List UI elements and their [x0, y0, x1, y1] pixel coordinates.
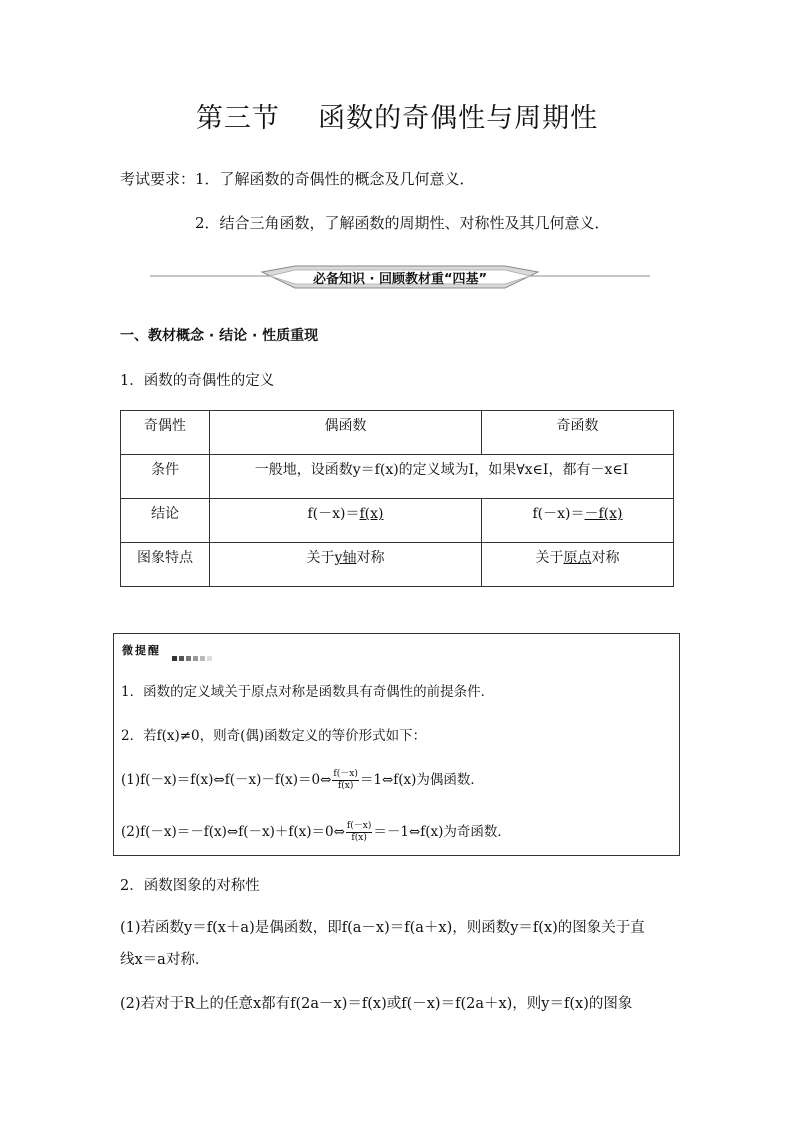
- odd-graph-blank: 原点: [563, 550, 592, 566]
- paragraph-2-line-1: (2)若对于R上的任意x都有f(2a－x)＝f(x)或f(－x)＝f(2a＋x)，则y＝f(x)的图象: [120, 996, 633, 1012]
- tip-line-4-suffix: ＝－1⇔f(x)为奇函数．: [373, 824, 511, 840]
- section-banner: [150, 262, 650, 292]
- requirement-label: 考试要求：: [120, 170, 196, 188]
- banner-text: 必备知识 · 回顾教材重“四基”: [312, 272, 488, 287]
- table-row: [121, 411, 674, 455]
- table-cell: [210, 543, 482, 587]
- even-conclusion-prefix: f(－x)＝: [307, 506, 360, 522]
- fraction-denominator: f(x): [337, 781, 354, 791]
- tip-dots-decoration: [172, 646, 214, 665]
- fraction-denominator: f(x): [351, 833, 367, 843]
- paragraph-1-line-2: 线x＝a对称．: [120, 952, 210, 968]
- tip-line-4: [121, 820, 511, 844]
- parity-definition-table: [120, 410, 674, 587]
- page-title: 第三节 函数的奇偶性与周期性: [195, 103, 599, 134]
- table-cell: [482, 543, 674, 587]
- table-row: [121, 499, 674, 543]
- tip-line-4-prefix: (2)f(－x)＝－f(x)⇔f(－x)＋f(x)＝0⇔: [121, 824, 345, 840]
- section-heading-1: 一、教材概念 · 结论 · 性质重现: [120, 328, 319, 344]
- even-graph-prefix: 关于: [306, 550, 335, 566]
- tip-box: [113, 633, 680, 856]
- tip-line-3-suffix: ＝1⇔f(x)为偶函数．: [359, 772, 484, 788]
- even-graph-blank: y轴: [334, 550, 357, 566]
- table-cell: [482, 499, 674, 543]
- tip-line-2: 2．若f(x)≠0，则奇(偶)函数定义的等价形式如下：: [121, 728, 427, 744]
- requirement-item-2: 2．结合三角函数，了解函数的周期性、对称性及其几何意义．: [195, 214, 610, 232]
- table-header-cell: 偶函数: [210, 411, 482, 455]
- tip-heading: 微提醒: [122, 644, 161, 657]
- table-cell: 条件: [121, 455, 210, 499]
- odd-conclusion-blank: －f(x): [584, 506, 623, 522]
- paragraph-1-line-1: (1)若函数y＝f(x＋a)是偶函数，即f(a－x)＝f(a＋x)，则函数y＝f(x)的图象关于直: [120, 920, 645, 936]
- tip-line-3: [121, 768, 484, 792]
- tip-line-1: 1．函数的定义域关于原点对称是函数具有奇偶性的前提条件．: [121, 684, 495, 700]
- table-row: [121, 455, 674, 499]
- subheading-2: 2．函数图象的对称性: [120, 878, 260, 894]
- table-cell: [210, 499, 482, 543]
- subheading-1: 1．函数的奇偶性的定义: [120, 373, 275, 389]
- fraction-numerator: f(－x): [333, 769, 358, 779]
- fraction-numerator: f(－x): [346, 821, 372, 831]
- fraction: [346, 821, 372, 844]
- table-header-cell: 奇偶性: [121, 411, 210, 455]
- odd-graph-suffix: 对称: [591, 550, 620, 566]
- table-cell: 图象特点: [121, 543, 210, 587]
- requirement-line-1: [120, 168, 475, 189]
- odd-conclusion-prefix: f(－x)＝: [532, 506, 585, 522]
- table-row: [121, 543, 674, 587]
- tip-line-3-prefix: (1)f(－x)＝f(x)⇔f(－x)－f(x)＝0⇔: [121, 772, 332, 788]
- fraction: [332, 769, 358, 792]
- requirement-item-1: 1．了解函数的奇偶性的概念及几何意义．: [195, 170, 475, 188]
- odd-graph-prefix: 关于: [535, 550, 564, 566]
- table-header-cell: 奇函数: [482, 411, 674, 455]
- even-graph-suffix: 对称: [356, 550, 385, 566]
- even-conclusion-blank: f(x): [359, 506, 384, 522]
- table-cell: 结论: [121, 499, 210, 543]
- table-cell: 一般地，设函数y＝f(x)的定义域为I，如果∀x∈I，都有－x∈I: [210, 455, 674, 499]
